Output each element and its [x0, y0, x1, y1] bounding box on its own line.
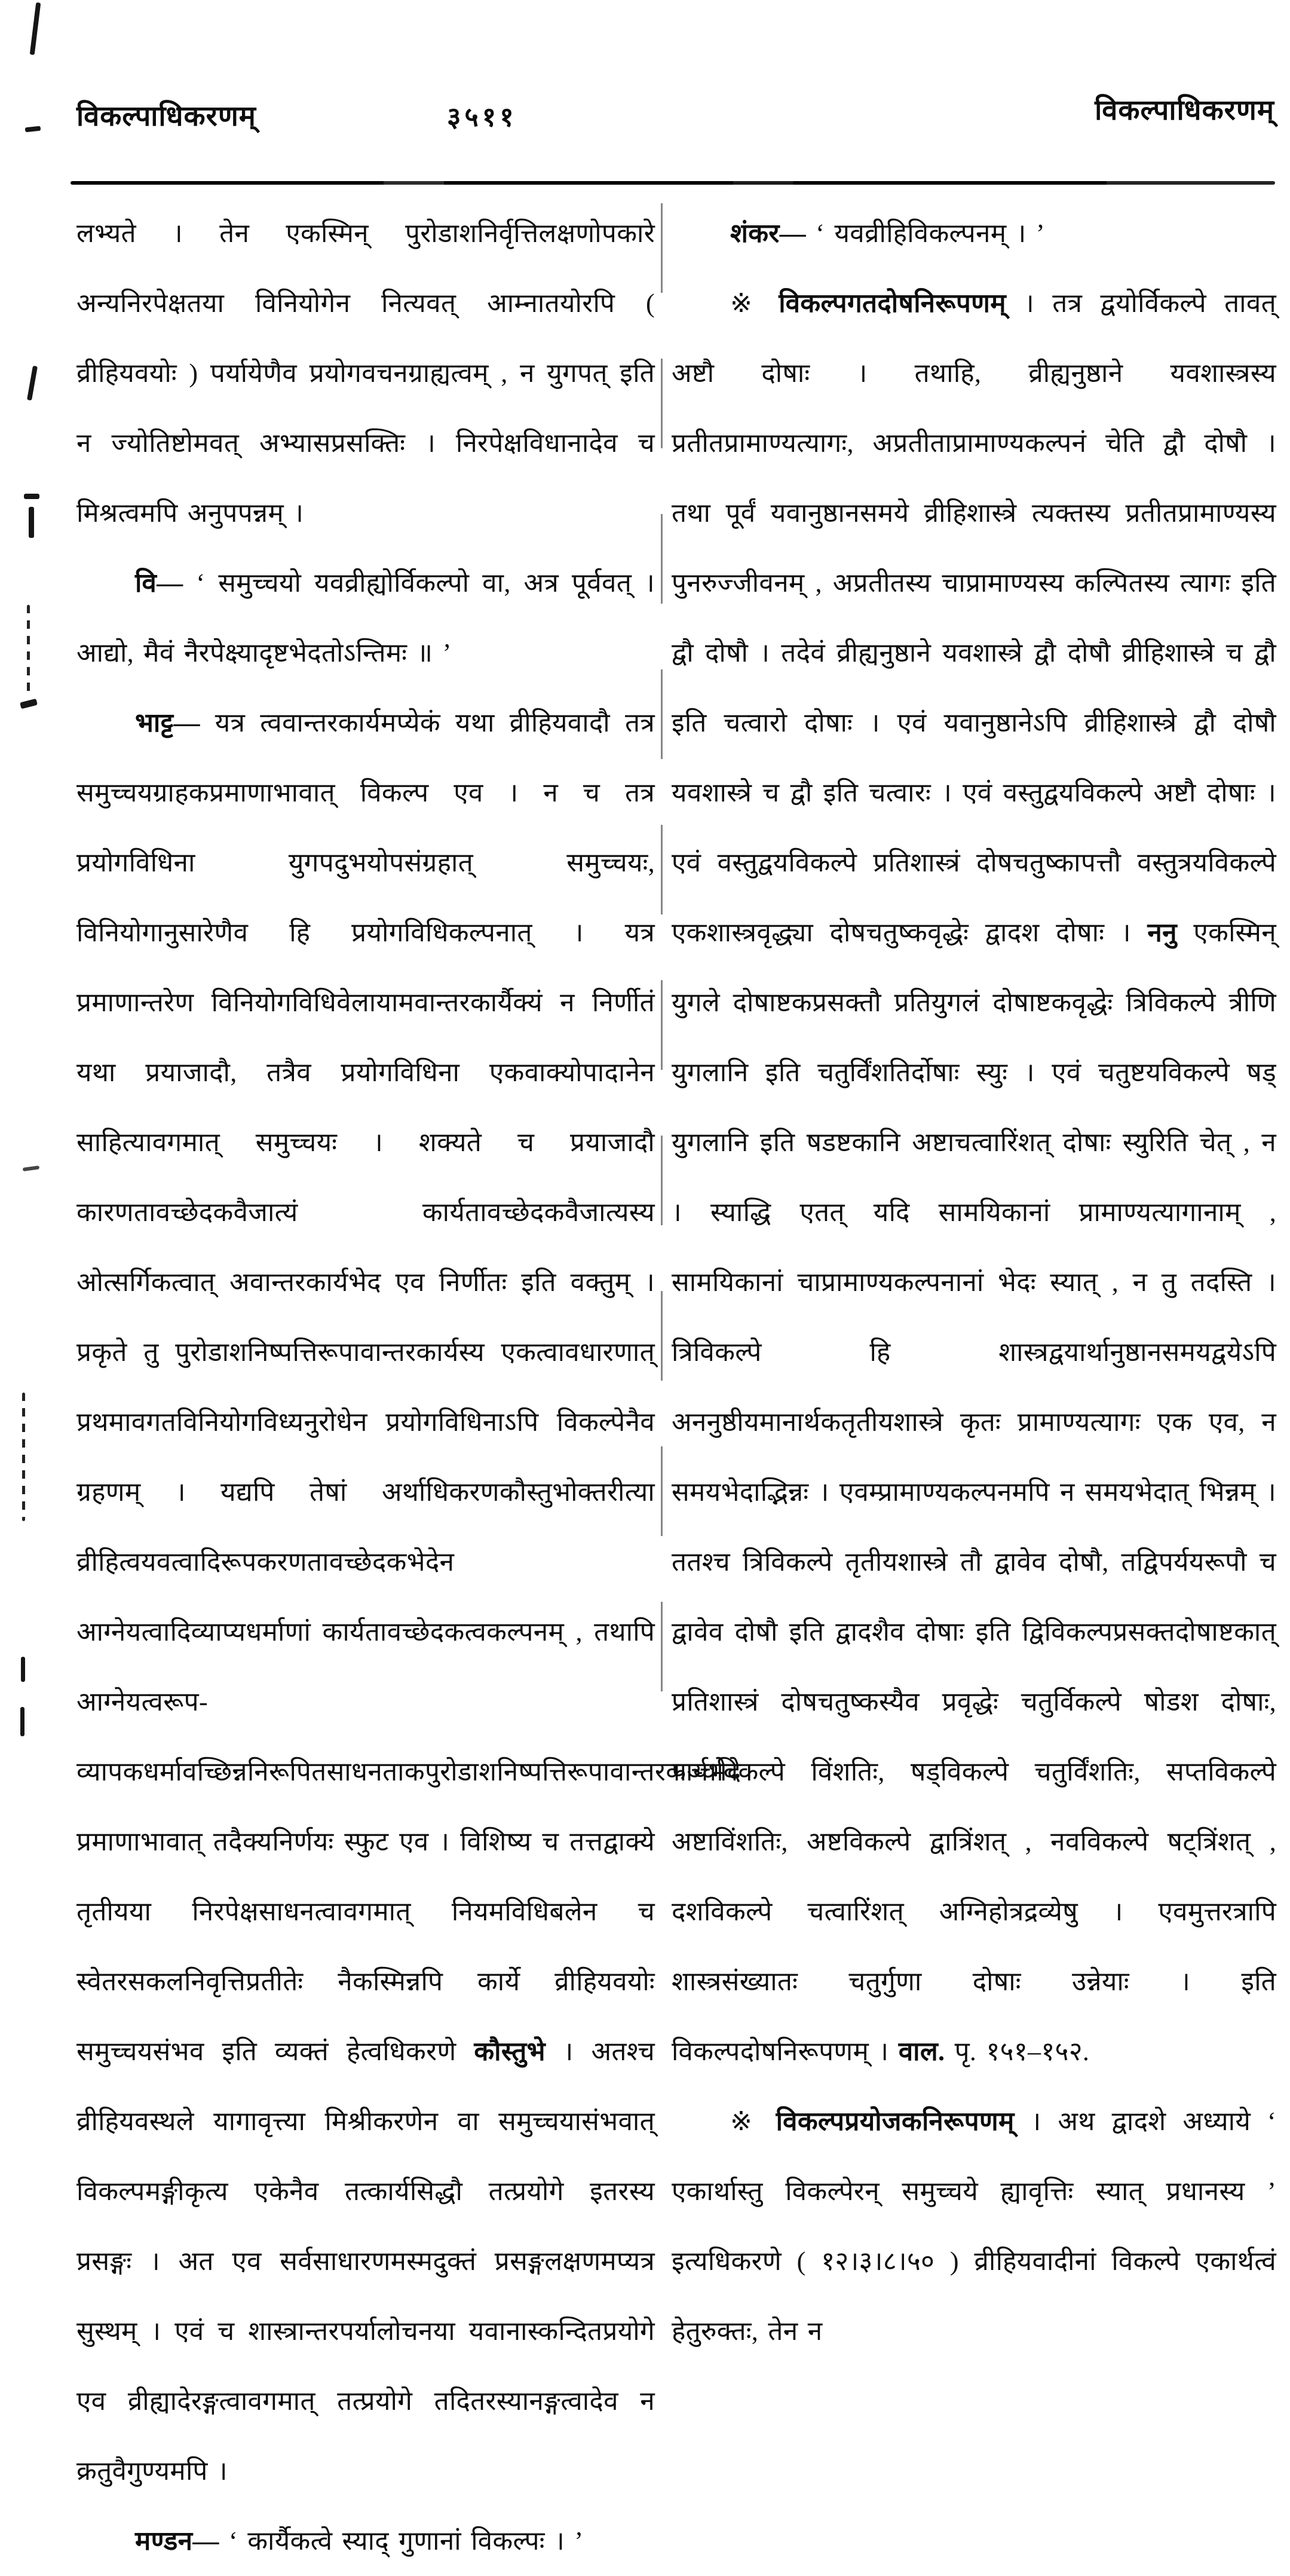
margin-ink-mark — [24, 494, 39, 499]
body-text: ※ — [730, 289, 779, 318]
margin-ink-mark — [23, 1165, 40, 1171]
emphasis-text: ननु — [1147, 918, 1177, 947]
header-rule — [71, 181, 1275, 185]
running-title-right: विकल्पाधिकरणम् — [1095, 95, 1274, 126]
body-text: । अतश्च व्रीहियवस्थले यागावृत्त्या मिश्रीकरणेन वा समुच्चयासंभवात् विकल्पमङ्गीकृत्य एकेनैव तत्कार्यसिद्धौ तत्प्रयोगे इतरस्य प्रसङ्गः । अत एव सर्वसाधारणमस्मदुक्तं प्रसङ्गलक्षणमप्यत्र सुस्थम् । एवं च शास्त्रान्तरपर्यालोचनया यवानास्कन्दितप्रयोगे एव व्रीह्यादेरङ्गत्वावगमात् तत्प्रयोगे तदितरस्यानङ्गत्वादेव न क्रतुवैगुण्यमपि । — [76, 2037, 655, 2486]
paragraph — [76, 548, 655, 688]
body-text: यत्र त्ववान्तरकार्यमप्येकं यथा व्रीहियवादौ तत्र समुच्चयग्राहकप्रमाणाभावात् विकल्प एव । न च तत्र प्रयोगविधिना युगपदुभयोपसंग्रहात् समुच्चयः, विनियोगानुसारेणैव हि प्रयोगविधिकल्पनात् । यत्र प्रमाणान्तरेण विनियोगविधिवेलायामवान्तरकार्यैक्यं न निर्णीतं यथा प्रयाजादौ, तत्रैव प्रयोगविधिना एकवाक्योपादानेन साहित्यावगमात् समुच्चयः । शक्यते च प्रयाजादौ कारणतावच्छेदकवैजात्यं कार्यतावच्छेदकवैजात्यस्य ओत्सर्गिकत्वात् अवान्तरकार्यभेद एव निर्णीतः इति वक्तुम् । प्रकृते तु पुरोडाशनिष्पत्तिरूपावान्तरकार्यस्य एकत्वावधारणात् प्रथमावगतविनियोगविध्यनुरोधेन प्रयोगविधिनाऽपि विकल्पेनैव ग्रहणम् । यद्यपि तेषां अर्थाधिकरणकौस्तुभोक्तरीत्या व्रीहित्वयवत्वादिरूपकरणतावच्छेदकभेदेन आग्नेयत्वादिव्याप्यधर्माणां कार्यतावच्छेदकत्वकल्पनम् , तथापि आग्नेयत्वरूप- व्यापकधर्मावच्छिन्ननिरूपितसाधनताकपुरोडाशनिष्पत्तिरूपावान्तरकार्यभेदे प्रमाणाभावात् तदैक्यनिर्णयः स्फुट एव । विशिष्य च तत्तद्वाक्ये तृतीयया निरपेक्षसाधनत्वावगमात् नियमविधिबलेन च स्वेतरसकलनिवृत्तिप्रतीतेः नैकस्मिन्नपि कार्ये व्रीहियवयोः समुच्चयसंभव इति व्यक्तं हेत्वधिकरणे — [76, 708, 741, 2066]
paragraph — [76, 2506, 655, 2576]
left-column — [76, 198, 741, 2576]
body-text: ※ — [730, 2107, 776, 2136]
running-title-left: विकल्पाधिकरणम् — [76, 101, 256, 132]
right-column — [672, 198, 1276, 2366]
column-divider — [661, 203, 663, 1724]
emphasis-text: शंकर— — [730, 219, 806, 248]
emphasis-text: वाल. — [898, 2037, 945, 2066]
body-text: लभ्यते । तेन एकस्मिन् पुरोडाशनिर्वृत्तिलक्षणोपकारे अन्यनिरपेक्षतया विनियोगेन नित्यवत् आम्नातयोरपि ( व्रीहियवयोः ) पर्यायेणैव प्रयोगवचनग्राह्यत्वम् , न युगपत् इति न ज्योतिष्टोमवत् अभ्यासप्रसक्तिः । निरपेक्षविधानादेव च मिश्रत्वमपि अनुपपन्नम् । — [76, 219, 655, 528]
emphasis-text: वि— — [135, 568, 183, 598]
body-text: । अथ द्वादशे अध्याये ‘ एकार्थास्तु विकल्पेरन् समुच्चये ह्यावृत्तिः स्यात् प्रधानस्य ’ इत्यधिकरणे ( १२।३।८।५० ) व्रीहियवादीनां विकल्पे एकार्थत्वं हेतुरुक्तः, तेन न — [672, 2107, 1276, 2346]
body-text: ‘ यवव्रीहिविकल्पनम् । ’ — [805, 219, 1045, 248]
emphasis-text: विकल्पप्रयोजकनिरूपणम् — [776, 2107, 1015, 2136]
body-text: । तत्र द्वयोर्विकल्पे तावत् अष्टौ दोषाः । तथाहि, व्रीह्यनुष्ठाने यवशास्त्रस्य प्रतीतप्रामाण्यत्यागः, अप्रतीताप्रामाण्यकल्पनं चेति द्वौ दोषौ । तथा पूर्वं यवानुष्ठानसमये व्रीहिशास्त्रे त्यक्तस्य प्रतीतप्रामाण्यस्य पुनरुज्जीवनम् , अप्रतीतस्य चाप्रामाण्यस्य कल्पितस्य त्यागः इति द्वौ दोषौ । तदेवं व्रीह्यनुष्ठाने यवशास्त्रे द्वौ दोषौ व्रीहिशास्त्रे च द्वौ इति चत्वारो दोषाः । एवं यवानुष्ठानेऽपि व्रीहिशास्त्रे द्वौ दोषौ यवशास्त्रे च द्वौ इति चत्वारः । एवं वस्तुद्वयविकल्पे अष्टौ दोषाः । एवं वस्तुद्वयविकल्पे प्रतिशास्त्रं दोषचतुष्कापत्तौ वस्तुत्रयविकल्पे एकशास्त्रवृद्ध्या दोषचतुष्कवृद्धेः द्वादश दोषाः । — [672, 289, 1277, 947]
page-header — [0, 90, 1290, 161]
paragraph — [76, 198, 655, 548]
emphasis-text: भाट्ट— — [135, 708, 200, 738]
page-number: ३५११ — [447, 102, 517, 132]
body-text: एकस्मिन् युगले दोषाष्टकप्रसक्तौ प्रतियुगलं दोषाष्टकवृद्धेः त्रिविकल्पे त्रीणि युगलानि इति चतुर्विंशतिर्दोषाः स्युः । एवं चतुष्टयविकल्पे षड् युगलानि इति षडष्टकानि अष्टाचत्वारिंशत् दोषाः स्युरिति चेत् , न । स्याद्धि एतत् यदि सामयिकानां प्रामाण्यत्यागानाम् , सामयिकानां चाप्रामाण्यकल्पनानां भेदः स्यात् , न तु तदस्ति । त्रिविकल्पे हि शास्त्रद्वयार्थानुष्ठानसमयद्वयेऽपि अननुष्ठीयमानार्थकतृतीयशास्त्रे कृतः प्रामाण्यत्यागः एक एव, न समयभेदाद्भिन्नः । एवम्प्रामाण्यकल्पनमपि न समयभेदात् भिन्नम् । ततश्च त्रिविकल्पे तृतीयशास्त्रे तौ द्वावेव दोषौ, तद्विपर्ययरूपौ च द्वावेव दोषौ इति द्वादशैव दोषाः इति द्विविकल्पप्रसक्तदोषाष्टकात् प्रतिशास्त्रं दोषचतुष्कस्यैव प्रवृद्धेः चतुर्विकल्पे षोडश दोषाः, पञ्चविकल्पे विंशतिः, षड्विकल्पे चतुर्विंशतिः, सप्तविकल्पे अष्टाविंशतिः, अष्टविकल्पे द्वात्रिंशत् , नवविकल्पे षट्त्रिंशत् , दशविकल्पे चत्वारिंशत् अग्निहोत्रद्रव्येषु । एवमुत्तरत्रापि शास्त्रसंख्यातः चतुर्गुणा दोषाः उन्नेयाः । इति विकल्पदोषनिरूपणम् । — [672, 918, 1276, 2066]
paragraph — [672, 2087, 1276, 2366]
paragraph — [76, 688, 741, 2506]
margin-ink-mark — [27, 605, 30, 695]
margin-ink-mark — [21, 1657, 25, 1682]
margin-ink-mark — [20, 699, 38, 709]
margin-ink-mark — [20, 1707, 24, 1736]
emphasis-text: कौस्तुभे — [474, 2037, 546, 2066]
emphasis-text: मण्डन— — [135, 2526, 219, 2556]
emphasis-text: विकल्पगतदोषनिरूपणम् — [779, 289, 1006, 318]
body-text: ‘ समुच्चयो यवव्रीह्योर्विकल्पो वा, अत्र पूर्ववत् । आद्यो, मैवं नैरपेक्ष्यादृष्टभेदतोऽन्तिमः ॥ ’ — [76, 568, 655, 668]
paragraph — [672, 198, 1276, 268]
margin-ink-mark — [27, 366, 38, 401]
margin-ink-mark — [22, 1393, 25, 1521]
margin-ink-mark — [29, 507, 34, 538]
margin-ink-mark — [30, 2, 41, 55]
paragraph — [672, 268, 1276, 2087]
body-text: ‘ कार्यैकत्वे स्याद् गुणानां विकल्पः । ’ — [219, 2526, 584, 2556]
body-text: पृ. १५१–१५२. — [945, 2037, 1090, 2066]
